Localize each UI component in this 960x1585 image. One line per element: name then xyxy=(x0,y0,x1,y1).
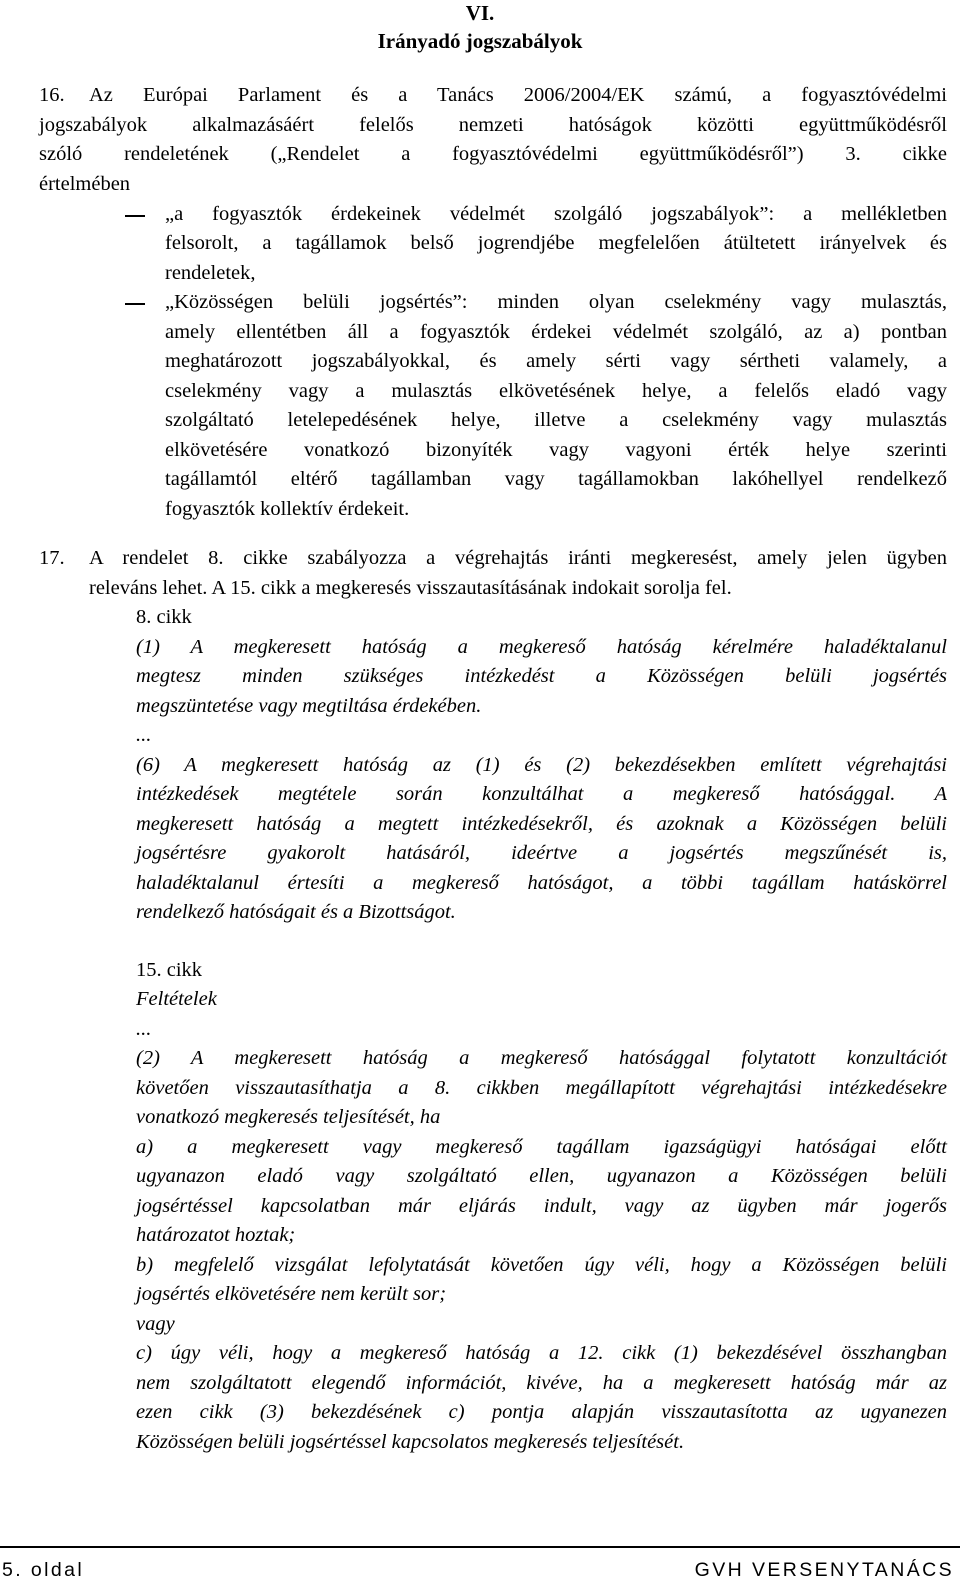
article-15-item-a: a) a megkeresett vagy megkereső tagállam igazságügyi hatóságai előtt ugyanazon eladó vagy szolgáltató ellen, ugyanazon a Közösségen belüli jogsértéssel kapcsolatban már eljárás indult, vagy az ügyben már jogerős határozatot hoztak; xyxy=(136,1135,947,1246)
omission-marker: ... xyxy=(136,724,152,746)
section-number: VI. xyxy=(465,1,495,25)
paragraph-16-body: jogszabályok alkalmazásáért felelős nemzeti hatóságok közötti együttműködésről szóló rendeletének („Rendelet a fogyasztóvédelmi együttműködésről”) 3. cikke értelmében xyxy=(39,113,947,195)
article-15-subheading: Feltételek xyxy=(136,988,217,1010)
omission-marker: ... xyxy=(136,1017,152,1040)
article-15-heading: 15. cikk xyxy=(136,959,203,981)
paragraph-16-line: Az Európai Parlament és a Tanács 2006/2004/EK számú, a fogyasztóvédelmi xyxy=(89,84,947,106)
article-8-heading: 8. cikk xyxy=(136,606,192,628)
definition-intra-community-infringement: „Közösségen belüli jogsértés”: minden olyan cselekmény vagy mulasztás, amely ellentétben áll a fogyasztók érdekei védelmét szolgáló, az a) pontban meghatározott jogszabályokkal, és amely sérti vagy sértheti valamely, a cselekmény vagy a mulasztás elkövetésének helye, a felelős eladó vagy szolgáltató letelepedésének helye, illetve a cselekmény vagy mulasztás elkövetésére vonatkozó bizonyíték vagy vagyoni érték helye szerinti tagállamtól eltérő tagállamban vagy tagállamokban lakóhellyel rendelkező fogyasztók kollektív érdekeit. xyxy=(165,291,947,520)
footer-rule xyxy=(0,1546,960,1548)
article-15-item-b: b) megfelelő vizsgálat lefolytatását követően úgy véli, hogy a Közösségen belüli jogsértés elkövetésére nem került sor; xyxy=(136,1253,947,1305)
dash-bullet xyxy=(125,215,145,217)
article-8-paragraph-6: (6) A megkeresett hatóság az (1) és (2) bekezdésekben említett végrehajtási intézkedések megtétele során konzultálhat a megkereső hatósággal. A megkeresett hatóság a megtett intézkedésekről, és azoknak a Közösségen belüli jogsértésre gyakorolt hatásáról, ideértve a jogsértés megszűnését is, haladéktalanul értesíti a megkereső hatóságot, a többi tagállam hatáskörrel rendelkező hatóságait és a Bizottságot. xyxy=(136,753,947,923)
paragraph-number-16: 16. xyxy=(39,84,65,106)
article-15-or: vagy xyxy=(136,1312,175,1335)
section-title: Irányadó jogszabályok xyxy=(377,29,583,53)
paragraph-number-17: 17. xyxy=(39,547,65,569)
article-8-paragraph-1: (1) A megkeresett hatóság a megkereső hatóság kérelmére haladéktalanul megtesz minden szükséges intézkedést a Közösségen belüli jogsértés megszüntetése vagy megtiltása érdekében. xyxy=(136,635,947,717)
footer-organization: GVH VERSENYTANÁCS xyxy=(694,1559,954,1581)
footer-page-number: 5. oldal xyxy=(2,1559,85,1581)
definition-consumer-protection-laws: „a fogyasztók érdekeinek védelmét szolgáló jogszabályok”: a mellékletben felsorolt, a tagállamok belső jogrendjébe megfelelően átültetett irányelvek és rendeletek, xyxy=(165,202,947,284)
paragraph-17-body: releváns lehet. A 15. cikk a megkeresés visszautasításának indokait sorolja fel. xyxy=(89,576,732,599)
paragraph-17-line: A rendelet 8. cikke szabályozza a végrehajtás iránti megkeresést, amely jelen ügyben xyxy=(89,547,947,569)
dash-bullet xyxy=(125,303,145,305)
article-15-paragraph-2: (2) A megkeresett hatóság a megkereső hatósággal folytatott konzultációt követően visszautasíthatja a 8. cikkben megállapított végrehajtási intézkedésekre vonatkozó megkeresés teljesítését, ha xyxy=(136,1047,947,1128)
article-15-item-c: c) úgy véli, hogy a megkereső hatóság a 12. cikk (1) bekezdésével összhangban nem szolgáltatott elegendő információt, kivéve, ha a megkeresett hatóság már az ezen cikk (3) bekezdésének c) pontja alapján visszautasította az ugyanezen Közösségen belüli jogsértéssel kapcsolatos megkeresés teljesítését. xyxy=(136,1342,947,1453)
